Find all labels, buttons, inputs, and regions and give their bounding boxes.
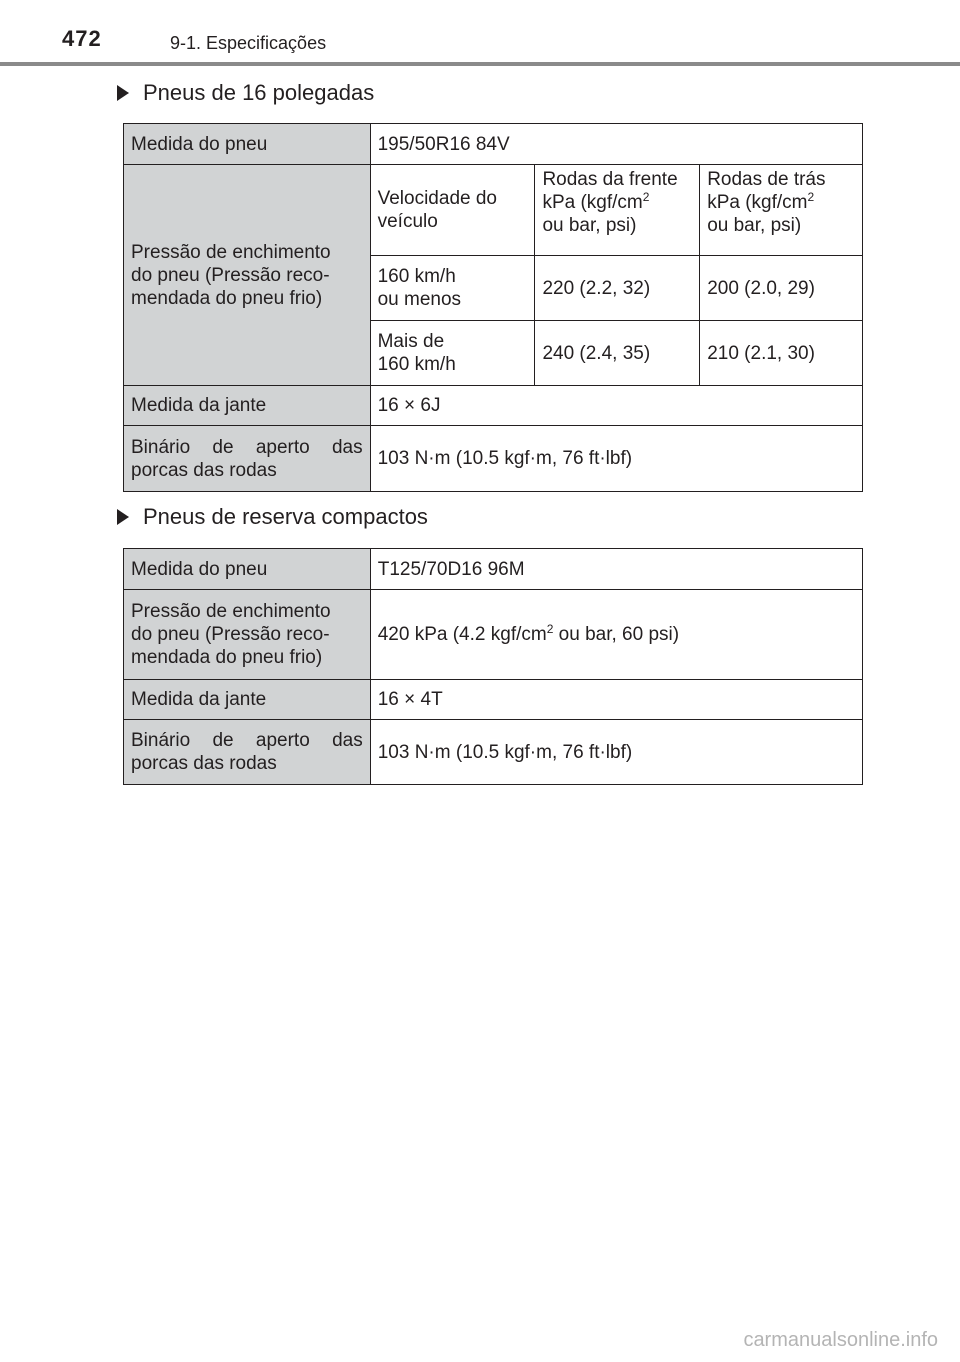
spec-table-compact-spare <box>123 548 863 785</box>
page-header <box>0 0 960 68</box>
heading-compact-spare-tires <box>117 504 428 530</box>
table-row <box>124 720 863 785</box>
rim-size-value: 16 × 4T <box>370 680 862 720</box>
tire-size-value: T125/70D16 96M <box>370 549 862 590</box>
table-row <box>124 386 863 426</box>
table-row <box>124 124 863 165</box>
pressure-label: Pressão de enchimento do pneu (Pressão reco- mendada do pneu frio) <box>124 590 371 680</box>
rim-size-value: 16 × 6J <box>370 386 862 426</box>
rim-size-label: Medida da jante <box>124 680 371 720</box>
torque-label: Binário de aperto das porcas das rodas <box>124 720 371 785</box>
table-row <box>124 549 863 590</box>
section-title: 9-1. Especificações <box>170 33 327 53</box>
table-row <box>124 426 863 492</box>
pressure-label: Pressão de enchimento do pneu (Pressão reco- mendada do pneu frio) <box>124 165 371 386</box>
col-header-speed: Velocidade do veículo <box>370 165 535 256</box>
watermark[interactable]: carmanualsonline.info <box>743 1329 938 1351</box>
speed-cell: 160 km/h ou menos <box>370 256 535 321</box>
page-number: 472 <box>62 26 102 51</box>
torque-value: 103 N·m (10.5 kgf·m, 76 ft·lbf) <box>370 426 862 492</box>
torque-label: Binário de aperto das porcas das rodas <box>124 426 371 492</box>
rim-size-label: Medida da jante <box>124 386 371 426</box>
rear-pressure-cell: 200 (2.0, 29) <box>700 256 863 321</box>
col-header-rear: Rodas de trás kPa ($kgf/cm^2$ ou bar, psi) <box>700 165 863 256</box>
col-header-front: Rodas da frente kPa ($kgf/cm^2$ ou bar, psi) <box>535 165 700 256</box>
torque-value: 103 N·m (10.5 kgf·m, 76 ft·lbf) <box>370 720 862 785</box>
tire-size-label: Medida do pneu <box>124 124 371 165</box>
heading-16-inch-tires <box>117 80 374 106</box>
table-row <box>124 680 863 720</box>
table-row <box>124 165 863 256</box>
front-pressure-cell: 220 (2.2, 32) <box>535 256 700 321</box>
tire-size-value: 195/50R16 84V <box>370 124 862 165</box>
table-row <box>124 590 863 680</box>
triangle-bullet-icon <box>117 85 129 101</box>
tire-size-label: Medida do pneu <box>124 549 371 590</box>
heading-text: Pneus de 16 polegadas <box>143 80 375 105</box>
speed-cell: Mais de 160 km/h <box>370 321 535 386</box>
header-rule <box>0 62 960 66</box>
front-pressure-cell: 240 (2.4, 35) <box>535 321 700 386</box>
spec-table-16-inch <box>123 123 863 492</box>
rear-pressure-cell: 210 (2.1, 30) <box>700 321 863 386</box>
pressure-value: 420 kPa (4.2 kgf/$cm^2$ ou bar, 60 psi) <box>370 590 862 680</box>
heading-text: Pneus de reserva compactos <box>143 504 428 529</box>
triangle-bullet-icon <box>117 509 129 525</box>
